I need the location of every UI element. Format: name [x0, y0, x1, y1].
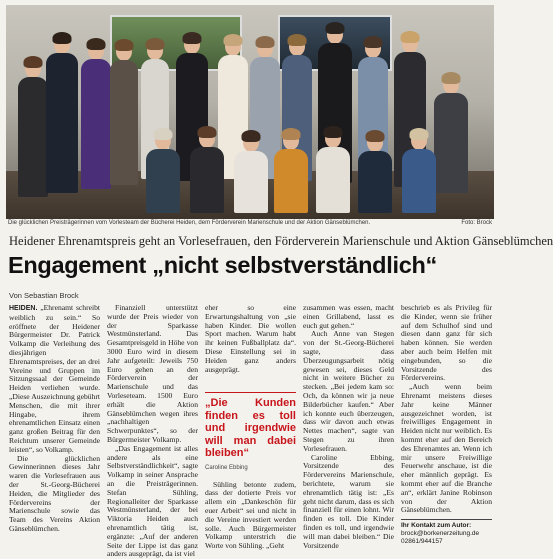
headline: Engagement „nicht selbstverständlich“	[8, 252, 437, 278]
person	[190, 129, 224, 213]
person	[46, 35, 78, 193]
article-paragraph	[9, 304, 100, 455]
dateline: HEIDEN.	[9, 305, 38, 312]
article-column-4	[303, 303, 394, 550]
article-column-5	[401, 303, 492, 546]
paragraph-text: „Ehrenamt schreibt weiblich zu sein.“ So eröffnete der Heidener Bürgermeister Dr. Patrick Volkamp die Verleihung des diesjährigen Ehrenamtspreises, der an drei Vereine und Gruppen im Sitzungssaal der Gemeinde Heiden verliehen wurde. „Diese Auszeichnung gebührt Menschen, die mit ihrer Hingabe, ihrem ehrenamtlichen Einsatz einen ganz großen Beitrag für den Reichtum unserer Gemeinde leisten“, so Volkamp.	[9, 303, 100, 454]
person	[434, 75, 468, 193]
article-paragraph: zusammen was essen, macht einen Grillabend, lasst es euch gut gehen.“	[303, 303, 394, 330]
author-contact	[401, 519, 492, 546]
person	[18, 59, 48, 197]
article-column-3	[205, 303, 296, 551]
kicker: Heidener Ehrenamtspreis geht an Vorlesefrauen, den Förderverein Marienschule und Aktion Gänseblümchen	[9, 234, 553, 248]
contact-label: Ihr Kontakt zum Autor:	[401, 522, 472, 530]
contact-phone: 02861/944157	[401, 538, 443, 546]
person	[146, 131, 180, 213]
person	[402, 131, 436, 213]
contact-email[interactable]: brock@borkenerzeitung.de	[401, 530, 480, 538]
person	[234, 133, 268, 213]
person	[358, 133, 392, 213]
pull-quote-source: Caroline Ebbing	[205, 464, 248, 471]
group-photo	[6, 5, 494, 219]
photo-caption-row	[8, 220, 492, 230]
byline: Von Sebastian Brock	[9, 291, 79, 300]
person	[274, 131, 308, 213]
person	[316, 129, 350, 213]
article-paragraph: Auch Anne van Stegen von der St.-Georg-Bücherei sagte, dass Überzeugungsarbeit nötig gewesen sei, dieses Geld nicht in weitere Bücher zu stecken. „Bei jedem kam so: Och, da können wir ja neue Bilderbücher kaufen.“ Aber ich konnte euch überzeugen, dass wir davon auch etwas Nettes machen“, sagte van Stegen zu ihren Vorlesefrauen.	[303, 329, 394, 453]
article-paragraph: Caroline Ebbing, Vorsitzende des Fördervereins Marienschule, berichtete, warum sie ehrenamtlich tätig ist: „Es geht nicht darum, dass es sich finanziell für einen lohnt. Wir finden es toll. Die Kinder finden es toll, und irgendwie will man dabei bleiben.“ Die Vorsitzende	[303, 452, 394, 550]
article-paragraph: „Auch wenn beim Ehrenamt meistens dieses Jahr keine Männer ausgezeichnet worden, ist freiwilliges Engagement in Heiden nicht nur weiblich. Es kommt eher auf den Bereich des Ehrenamtes an. Wenn ich mir unsere Freiwillige Feuerwehr anschaue, ist die eher männlich geprägt. Es kommt eher auf die Branche an“, erklärt Janine Robinson von der Aktion Gänseblümchen.	[401, 382, 492, 515]
photo-caption: Die glücklichen Preisträgerinnen vom Vorlesteam der Bücherei Heiden, dem Förderverein Marienschule und der Aktion Gänseblümchen.	[8, 220, 371, 226]
article-column-1	[9, 303, 100, 533]
article-paragraph: beschrieb es als Privileg für die Kinder, wenn sie früher auf dem Schulhof sind und diesen dann ganz für sich haben können. Sie werden aber auch beim Helfen mit eingebunden, so die Vorsitzende des Fördervereins.	[401, 303, 492, 383]
article-paragraph: Die glücklichen Gewinnerinnen dieses Jahr waren die Vorlesefrauen aus der St.-Georg-Bücherei Heiden, die Mitglieder des Fördervereins der Marienschule sowie das Team des Vereins Aktion Gänseblümchen.	[9, 453, 100, 533]
article-paragraph: eher so eine Erwartungshaltung von „sie haben Kinder. Die wollen Sport machen. Warum habt ihr keinen Fußballplatz da“. Diese Einstellung sei in Heiden ganz anders ausgeprägt.	[205, 303, 296, 374]
person	[81, 41, 111, 189]
article-paragraph: „Das Engagement ist alles andere als eine Selbstverständlichkeit“, sagte Volkamp in seiner Ansprache an die Preisträgerinnen. Stefan Sühling, Regionalleiter der Sparkasse Westmünsterland, der bei Viktoria Heiden auch ehrenamtlich tätig ist, ergänzte: „Auf der anderen Seite der Lippe ist das ganz anders ausgeprägt, da ist viel	[107, 443, 198, 559]
article-column-2	[107, 303, 198, 559]
person	[110, 42, 138, 185]
photo-credit: Foto: Brock	[461, 220, 492, 226]
pull-quote: „Die Kunden finden es toll und irgendwie will man dabei bleiben“	[205, 392, 296, 460]
article-paragraph: Sühling betonte zudem, dass der dotierte Preis vor allem ein „Dankeschön für euer Arbeit“ sei und nicht in die Vereine investiert werden solle. Auch Bürgermeister Volkamp unterstrich die Worte von Sühling. „Geht	[205, 479, 296, 551]
article-paragraph: Finanziell unterstützt wurde der Preis wieder von der Sparkasse Westmünsterland. Das Gesamtpreisgeld in Höhe von 3000 Euro wird in diesem Jahr aufgeteilt: Jeweils 750 Euro gehen an den Förderverein der Marienschule und das Vorleseteam. 1500 Euro erhält die Aktion Gänseblümchen wegen ihres „nachhaltigen Schwerpunktes“, so der Bürgermeister Volkamp.	[107, 303, 198, 444]
